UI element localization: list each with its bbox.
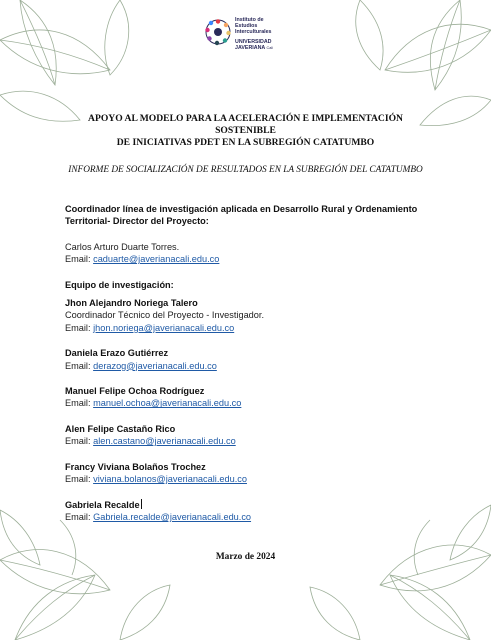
member-name: Alen Felipe Castaño Rico xyxy=(65,423,176,434)
logo-line: Interculturales xyxy=(235,29,272,36)
member-name: Francy Viviana Bolaños Trochez xyxy=(65,461,206,472)
member-name: Manuel Felipe Ochoa Rodríguez xyxy=(65,386,205,397)
logo-line: JAVERIANA Cali xyxy=(235,44,274,51)
director-email-line: Email: caduarte@javerianacali.edu.co xyxy=(65,254,220,265)
member-email-line: Email: viviana.bolanos@javerianacali.edu.co xyxy=(65,474,247,485)
document-title xyxy=(60,113,431,149)
logo-line: Instituto de xyxy=(235,17,264,23)
member-email-link[interactable]: derazog@javerianacali.edu.co xyxy=(93,360,217,371)
logo-mark-icon xyxy=(204,18,232,46)
member-email-link[interactable]: manuel.ochoa@javerianacali.edu.co xyxy=(93,398,242,409)
logo-line: UNIVERSIDAD xyxy=(235,38,272,45)
director-role: Coordinador línea de investigación aplicada en Desarrollo Rural y Ordenamiento xyxy=(65,204,418,214)
member-email-line: Email: Gabriela.recalde@javerianacali.edu.co xyxy=(65,511,252,522)
team-heading: Equipo de investigación: xyxy=(65,279,174,290)
member-name: Gabriela Recalde xyxy=(65,499,140,510)
logo-text xyxy=(235,17,273,51)
director-role: Territorial- Director del Proyecto: xyxy=(65,216,209,227)
document-date: Marzo de 2024 xyxy=(215,552,276,562)
member-email-link[interactable]: Gabriela.recalde@javerianacali.edu.co xyxy=(93,511,252,522)
credits-section xyxy=(65,203,445,523)
title-line: DE INICIATIVAS PDET EN LA SUBREGIÓN CATATUMBO xyxy=(116,137,375,148)
member-email-link[interactable]: viviana.bolanos@javerianacali.edu.co xyxy=(93,474,247,485)
member-email-line: Email: alen.castano@javerianacali.edu.co xyxy=(65,436,236,447)
text-cursor xyxy=(141,499,142,509)
member-name: Jhon Alejandro Noriega Talero xyxy=(65,298,198,309)
director-email-link[interactable]: caduarte@javerianacali.edu.co xyxy=(93,254,220,265)
logo-line: Estudios xyxy=(235,23,258,30)
title-line: APOYO AL MODELO PARA LA ACELERACIÓN E IMPLEMENTACIÓN SOSTENIBLE xyxy=(88,113,403,136)
director-name: Carlos Arturo Duarte Torres. xyxy=(65,241,180,252)
member-email-link[interactable]: jhon.noriega@javerianacali.edu.co xyxy=(93,322,235,333)
member-email-link[interactable]: alen.castano@javerianacali.edu.co xyxy=(93,436,236,447)
member-name: Daniela Erazo Gutiérrez xyxy=(65,348,169,359)
member-role: Coordinador Técnico del Proyecto - Investigador. xyxy=(65,310,265,321)
member-email-line: Email: manuel.ochoa@javerianacali.edu.co xyxy=(65,398,242,409)
member-email-line: Email: derazog@javerianacali.edu.co xyxy=(65,360,217,371)
institute-logo xyxy=(204,16,294,66)
member-email-line: Email: jhon.noriega@javerianacali.edu.co xyxy=(65,322,235,333)
document-subtitle: INFORME DE SOCIALIZACIÓN DE RESULTADOS EN LA SUBREGIÓN DEL CATATUMBO xyxy=(68,165,423,175)
